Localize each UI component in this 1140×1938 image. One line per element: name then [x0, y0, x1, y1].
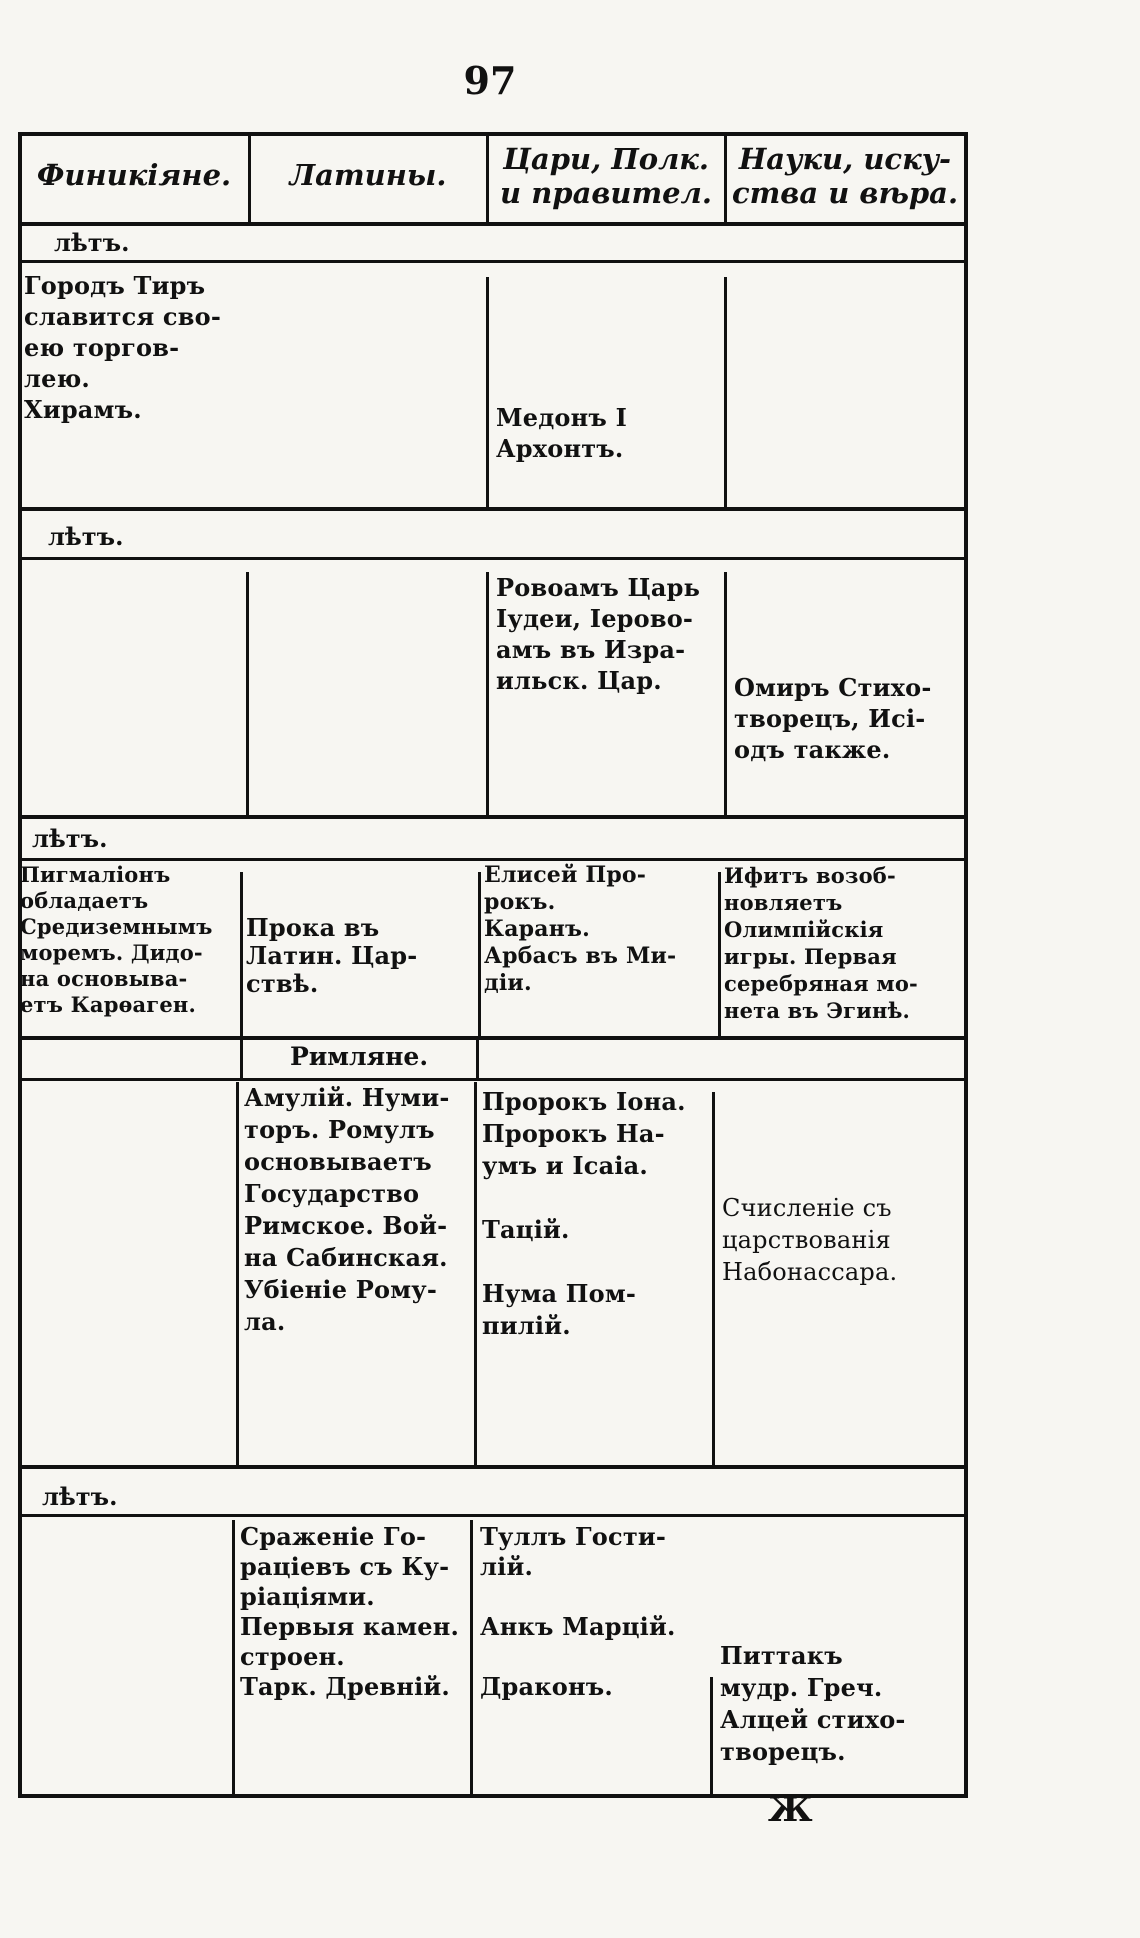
column-rule: [248, 132, 251, 222]
rule: [18, 1514, 968, 1517]
rule: [18, 260, 968, 263]
cell-line: [480, 1582, 676, 1612]
rule: [18, 815, 968, 819]
cell-line: Ровоамъ Царь: [496, 573, 701, 602]
header-bottom-rule: [18, 222, 968, 226]
cell-phoenicians: [20, 862, 213, 1018]
cell-sciences: [734, 672, 932, 765]
cell-line: Ифитъ возоб-: [724, 863, 896, 888]
cell-line: Олимпійскія: [724, 917, 884, 942]
cell-kings: [480, 1522, 676, 1702]
cell-line: Римское. Вой-: [244, 1211, 448, 1240]
cell-line: моремъ. Дидо-: [20, 940, 203, 965]
cell-line: мудр. Греч.: [720, 1673, 883, 1702]
cell-line: Убіеніе Рому-: [244, 1275, 438, 1304]
cell-line: нета въ Эгинѣ.: [724, 998, 911, 1023]
cell-line: творецъ, Исі-: [734, 704, 926, 733]
column-rule: [232, 1520, 235, 1794]
rule: [18, 1078, 968, 1081]
cell-latins: [246, 914, 417, 998]
year-label: лѣтъ.: [32, 824, 108, 853]
page-number: 97: [463, 58, 517, 103]
rule: [18, 507, 968, 511]
cell-line: рокъ.: [484, 889, 556, 915]
column-rule: [724, 277, 727, 507]
cell-line: ріаціями.: [240, 1582, 375, 1611]
cell-line: основываетъ: [244, 1147, 432, 1176]
rule: [18, 1465, 968, 1469]
cell-line: Латин. Цар-: [246, 941, 418, 970]
cell-line: Тарк. Древній.: [240, 1672, 450, 1701]
cell-line: игры. Первая: [724, 944, 897, 969]
cell-line: Елисей Про-: [484, 862, 647, 888]
cell-line: етъ Карѳаген.: [20, 992, 197, 1017]
column-rule: [476, 1040, 479, 1078]
cell-line: на Сабинская.: [244, 1243, 448, 1272]
cell-line: ею торгов-: [24, 333, 180, 362]
cell-kings: [484, 862, 676, 997]
column-rule: [240, 1040, 243, 1078]
column-rule: [724, 132, 727, 222]
header-phoenicians: Финикіяне.: [36, 158, 232, 192]
cell-line: Средиземнымъ: [20, 914, 213, 939]
signature-mark: Ж: [768, 1790, 813, 1830]
cell-line: амъ въ Изра-: [496, 635, 686, 664]
cell-line: строен.: [240, 1642, 345, 1671]
cell-line: ильск. Цар.: [496, 666, 662, 695]
cell-line: лею.: [24, 364, 90, 393]
cell-line: обладаетъ: [20, 888, 149, 913]
cell-line: творецъ.: [720, 1737, 846, 1766]
cell-line: Нума Пом-: [482, 1279, 637, 1308]
cell-line: торъ. Ромулъ: [244, 1115, 435, 1144]
rule: [18, 1036, 968, 1040]
cell-latins: [240, 1522, 459, 1702]
cell-sciences: [724, 862, 918, 1024]
header-kings-line: Цари, Полк.: [502, 142, 710, 176]
cell-line: Городъ Тиръ: [24, 271, 206, 300]
column-rule: [710, 1677, 713, 1794]
cell-line: діи.: [484, 970, 532, 996]
cell-line: умъ и Ісаіа.: [482, 1151, 648, 1180]
cell-line: Архонтъ.: [496, 434, 624, 463]
cell-line: Туллъ Гости-: [480, 1522, 667, 1551]
header-latins: Латины.: [289, 158, 447, 192]
cell-line: Омиръ Стихо-: [734, 673, 932, 702]
cell-line: славится сво-: [24, 302, 221, 331]
cell-line: Прока въ: [246, 913, 380, 942]
cell-sciences: [722, 1192, 897, 1288]
column-rule: [486, 132, 489, 222]
table-top-rule: [18, 132, 968, 136]
cell-line: Драконъ.: [480, 1672, 613, 1701]
cell-latins: [244, 1082, 450, 1338]
column-rule: [246, 572, 249, 815]
cell-line: Хирамъ.: [24, 395, 142, 424]
column-rule: [470, 1520, 473, 1794]
cell-line: царствованія: [722, 1226, 891, 1254]
header-sciences: [728, 142, 962, 210]
cell-line: Пигмаліонъ: [20, 862, 171, 887]
cell-kings: [496, 572, 700, 696]
cell-line: Государство: [244, 1179, 420, 1208]
year-label: лѣтъ.: [42, 1482, 118, 1511]
cell-line: ствѣ.: [246, 969, 319, 998]
column-rule: [240, 872, 243, 1036]
column-rule: [486, 277, 489, 507]
cell-line: Алцей стихо-: [720, 1705, 906, 1734]
rule: [18, 557, 968, 560]
cell-line: одъ также.: [734, 735, 891, 764]
cell-line: пилій.: [482, 1311, 571, 1340]
year-label: лѣтъ.: [48, 522, 124, 551]
cell-sciences: [720, 1640, 906, 1768]
cell-line: Медонъ I: [496, 403, 627, 432]
column-rule: [474, 1082, 477, 1465]
table-right-rule: [964, 132, 968, 1797]
column-rule: [478, 872, 481, 1036]
cell-line: Тацій.: [482, 1215, 570, 1244]
header-sciences-line: Науки, иску-: [738, 142, 952, 176]
cell-line: [482, 1182, 686, 1214]
cell-line: раціевъ съ Ку-: [240, 1552, 450, 1581]
chronology-table: [18, 132, 968, 1797]
cell-kings: [482, 1086, 686, 1342]
column-rule: [236, 1082, 239, 1465]
cell-line: Іудеи, Іерово-: [496, 604, 694, 633]
cell-line: [480, 1642, 676, 1672]
romans-label: Римляне.: [289, 1042, 429, 1071]
cell-line: Анкъ Марцій.: [480, 1612, 676, 1641]
year-label: лѣтъ.: [54, 228, 130, 257]
cell-line: ла.: [244, 1307, 286, 1336]
cell-kings: [496, 402, 627, 464]
cell-line: Первыя камен.: [240, 1612, 460, 1641]
cell-line: Амулій. Нуми-: [244, 1083, 450, 1112]
table-bottom-rule: [18, 1794, 968, 1798]
cell-line: новляетъ: [724, 890, 843, 915]
cell-line: лій.: [480, 1552, 533, 1581]
cell-line: Набонассара.: [722, 1258, 898, 1286]
column-rule: [718, 872, 721, 1036]
cell-line: Сраженіе Го-: [240, 1522, 427, 1551]
header-kings: [490, 142, 722, 210]
header-kings-line: и правител.: [500, 176, 712, 210]
cell-phoenicians: [24, 270, 221, 425]
cell-line: серебряная мо-: [724, 971, 918, 996]
cell-line: Каранъ.: [484, 916, 590, 942]
cell-line: Питтакъ: [720, 1641, 843, 1670]
header-sciences-line: ства и вѣра.: [731, 176, 959, 210]
cell-line: Счисленіе съ: [722, 1194, 892, 1222]
cell-line: на основыва-: [20, 966, 188, 991]
cell-line: Арбасъ въ Ми-: [484, 943, 677, 969]
rule: [18, 858, 968, 861]
cell-line: [482, 1246, 686, 1278]
column-rule: [712, 1092, 715, 1465]
cell-line: Пророкъ Іона.: [482, 1087, 686, 1116]
column-rule: [486, 572, 489, 815]
column-rule: [724, 572, 727, 815]
cell-line: Пророкъ На-: [482, 1119, 665, 1148]
